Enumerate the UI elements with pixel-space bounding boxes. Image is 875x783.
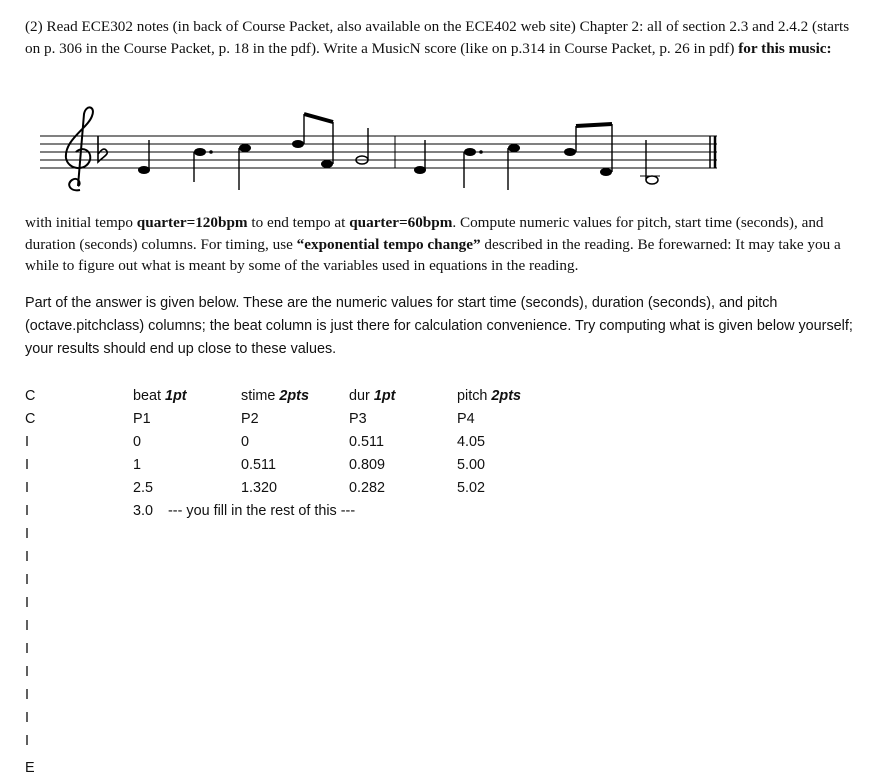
row-mark: E <box>25 760 35 776</box>
table-cell-beat: 1 <box>133 457 142 473</box>
row-mark: I <box>25 549 29 565</box>
header-pitch: pitch 2pts <box>457 388 521 404</box>
table-cell-pitch: 5.00 <box>457 457 486 473</box>
row-mark: I <box>25 526 29 542</box>
row-mark: I <box>25 457 29 473</box>
row-mark: I <box>25 733 29 749</box>
intro-text: (2) Read ECE302 notes (in back of Course Packet, also available on the ECE402 web site) Chapter 2: all of section 2.3 and 2.4.2 (starts on p. 306 in the Course Packet, p. 18 in the pdf). Write a MusicN score (like on p.314 in Course Packet, p. 26 in pdf) <box>25 18 850 57</box>
table-cell-dur: 0.511 <box>349 434 384 450</box>
initial-tempo: quarter=120bpm <box>136 214 248 231</box>
row-mark: I <box>25 618 29 634</box>
table-cell-dur: 0.809 <box>349 457 386 473</box>
pfield-label: P3 <box>349 411 367 427</box>
row-mark: I <box>25 664 29 680</box>
pfield-label: P1 <box>133 411 151 427</box>
table-cell-stime: 0 <box>241 434 250 450</box>
intro-bold-text: for this music: <box>738 39 832 57</box>
row-mark: I <box>25 572 29 588</box>
table-cell-beat: 2.5 <box>133 480 154 496</box>
table-cell-beat: 0 <box>133 434 142 450</box>
tempo-instructions <box>25 212 855 277</box>
pfield-label: P2 <box>241 411 259 427</box>
table-cell-pitch: 4.05 <box>457 434 486 450</box>
end-tempo: quarter=60bpm <box>349 214 453 231</box>
row-mark: I <box>25 595 29 611</box>
table-cell-pitch: 5.02 <box>457 480 486 496</box>
row-mark: I <box>25 687 29 703</box>
table-cell-dur: 0.282 <box>349 480 386 496</box>
table-cell-stime: 0.511 <box>241 457 276 473</box>
answer-explanation: Part of the answer is given below. These are the numeric values for start time (seconds), duration (seconds), and pitch (octave.pitchclass) columns; the beat column is just there for calculation convenience. Try computing what is given below yourself; your results should end up close to these values. <box>25 295 853 357</box>
question-intro <box>25 16 855 59</box>
header-beat: beat 1pt <box>133 388 187 404</box>
row-mark: I <box>25 710 29 726</box>
row-mark: I <box>25 434 29 450</box>
row-mark: I <box>25 641 29 657</box>
tempo-text-3: . Compute numeric values for pitch, start time (seconds), and duration (seconds) columns. For timing, use <box>25 214 824 253</box>
music-staff-image <box>40 100 720 200</box>
row-mark: I <box>25 480 29 496</box>
treble-clef-icon <box>66 107 93 190</box>
header-dur: dur 1pt <box>349 388 396 404</box>
row-mark: C <box>25 388 36 404</box>
row-mark: C <box>25 411 36 427</box>
tempo-text-4: described in the reading. Be forewarned: It may take you a while to figure out what is meant by some of the variables used in equations in the reading. <box>25 235 841 274</box>
tempo-change-term: “exponential tempo change” <box>296 235 481 253</box>
row-mark: I <box>25 503 29 519</box>
header-stime: stime 2pts <box>241 388 309 404</box>
flat-sign-icon <box>98 136 107 162</box>
pfield-label: P4 <box>457 411 475 427</box>
tempo-text-2: to end tempo at <box>247 214 350 231</box>
table-cell-beat: 3.0 <box>133 503 154 519</box>
fill-in-note: --- you fill in the rest of this --- <box>168 503 356 519</box>
tempo-text-1: with initial tempo <box>25 214 137 231</box>
table-cell-stime: 1.320 <box>241 480 278 496</box>
